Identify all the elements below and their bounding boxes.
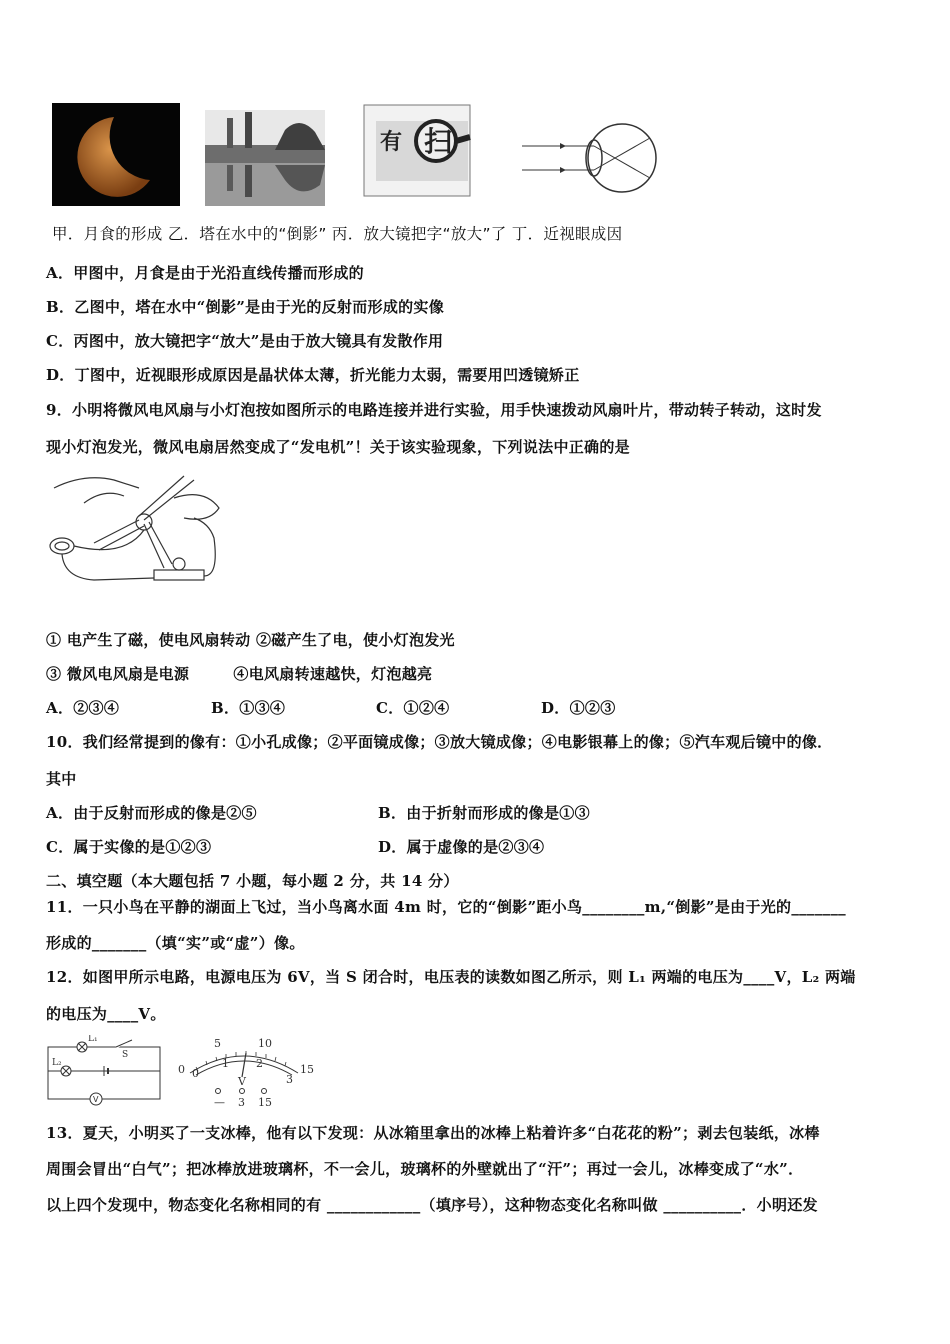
- q9-stem-line2: 现小灯泡发光，微风电扇居然变成了“发电机”！关于该实验现象，下列说法中正确的是: [46, 438, 630, 456]
- tower-reflection-image: [205, 110, 325, 206]
- q13-stem-line2: 周围会冒出“白气”；把冰棒放进玻璃杯，不一会儿，玻璃杯的外壁就出了“汗”；再过一会儿，冰棒变成了“水”．: [46, 1160, 804, 1178]
- q9-option-d: D．①②③: [541, 699, 616, 717]
- meter-label-15: 15: [300, 1063, 314, 1076]
- meter-label-1: 1: [222, 1057, 229, 1070]
- circuit-label-l1: L₁: [88, 1035, 98, 1044]
- magnifier-image: [362, 103, 472, 198]
- meter-label-3: 3: [286, 1073, 293, 1086]
- circuit-label-v: V: [93, 1095, 99, 1104]
- q10-stem-line2: 其中: [46, 770, 77, 788]
- magnifier-text: 有: [380, 129, 403, 155]
- q8-option-b: B．乙图中，塔在水中“倒影”是由于光的反射而形成的实像: [46, 298, 445, 316]
- circuit-label-l2: L₂: [52, 1058, 62, 1068]
- circuit-diagram: [44, 1035, 164, 1107]
- q10-option-d: D．属于虚像的是②③④: [378, 838, 545, 856]
- q12-stem-line2: 的电压为____V。: [46, 1005, 166, 1023]
- meter-label-10: 10: [258, 1037, 272, 1050]
- q9-stem-line1: 9．小明将微风电风扇与小灯泡按如图所示的电路连接并进行实验，用手快速拨动风扇叶片，带动转子转动，这时发: [46, 401, 822, 419]
- circuit-label-s: S: [122, 1050, 129, 1060]
- q11-stem-line1: 11．一只小鸟在平静的湖面上飞过，当小鸟离水面 4m 时，它的“倒影”距小鸟________m,“倒影”是由于光的_______: [46, 898, 846, 916]
- meter-label-5: 5: [214, 1037, 221, 1050]
- section-heading: 二、填空题（本大题包括 7 小题，每小题 2 分，共 14 分）: [46, 872, 459, 890]
- meter-terminal-neg: —: [214, 1096, 225, 1109]
- q13-stem-line1: 13．夏天，小明买了一支冰棒，他有以下发现：从冰箱里拿出的冰棒上粘着许多“白花花的粉”；剥去包装纸，冰棒: [46, 1124, 820, 1142]
- meter-label-v: V: [238, 1075, 246, 1088]
- q10-option-a: A．由于反射而形成的像是②⑤: [46, 804, 257, 822]
- meter-label-0: 0: [192, 1067, 199, 1080]
- q9-statements-1: ① 电产生了磁，使电风扇转动 ②磁产生了电，使小灯泡发光: [46, 631, 455, 649]
- voltmeter-dial: [176, 1035, 316, 1110]
- q10-stem-line1: 10．我们经常提到的像有：①小孔成像；②平面镜成像；③放大镜成像；④电影银幕上的像；⑤汽车观后镜中的像．: [46, 733, 833, 751]
- q9-option-c: C．①②④: [376, 699, 450, 717]
- q10-option-c: C．属于实像的是①②③: [46, 838, 212, 856]
- q9-option-b: B．①③④: [211, 699, 286, 717]
- myopia-eye-diagram: [520, 118, 660, 198]
- q9-option-a: A．②③④: [46, 699, 120, 717]
- lunar-eclipse-image: [52, 103, 180, 206]
- q8-option-d: D．丁图中，近视眼形成原因是晶状体太薄，折光能力太弱，需要用凹透镜矫正: [46, 366, 580, 384]
- q8-option-a: A．甲图中，月食是由于光沿直线传播而形成的: [46, 264, 364, 282]
- q11-stem-line2: 形成的_______（填“实”或“虚”）像。: [46, 934, 305, 952]
- fan-generator-figure: [44, 468, 234, 608]
- meter-label-0-outer: 0: [178, 1063, 185, 1076]
- q10-option-b: B．由于折射而形成的像是①③: [378, 804, 590, 822]
- q9-statements-2: ③ 微风电风扇是电源 ④电风扇转速越快，灯泡越亮: [46, 665, 433, 683]
- svg-text:扫: 扫: [424, 125, 453, 158]
- meter-terminal-3: 3: [238, 1096, 245, 1109]
- figure-caption: 甲．月食的形成 乙．塔在水中的“倒影” 丙．放大镜把字“放大”了 丁．近视眼成因: [52, 225, 623, 243]
- meter-terminal-15: 15: [258, 1096, 272, 1109]
- q13-stem-line3: 以上四个发现中，物态变化名称相同的有 ____________（填序号），这种物态变化名称叫做 __________．小明还发: [46, 1196, 818, 1214]
- q12-stem-line1: 12．如图甲所示电路，电源电压为 6V，当 S 闭合时，电压表的读数如图乙所示，则 L₁ 两端的电压为____V，L₂ 两端: [46, 968, 856, 986]
- q8-option-c: C．丙图中，放大镜把字“放大”是由于放大镜具有发散作用: [46, 332, 444, 350]
- meter-label-2: 2: [256, 1057, 263, 1070]
